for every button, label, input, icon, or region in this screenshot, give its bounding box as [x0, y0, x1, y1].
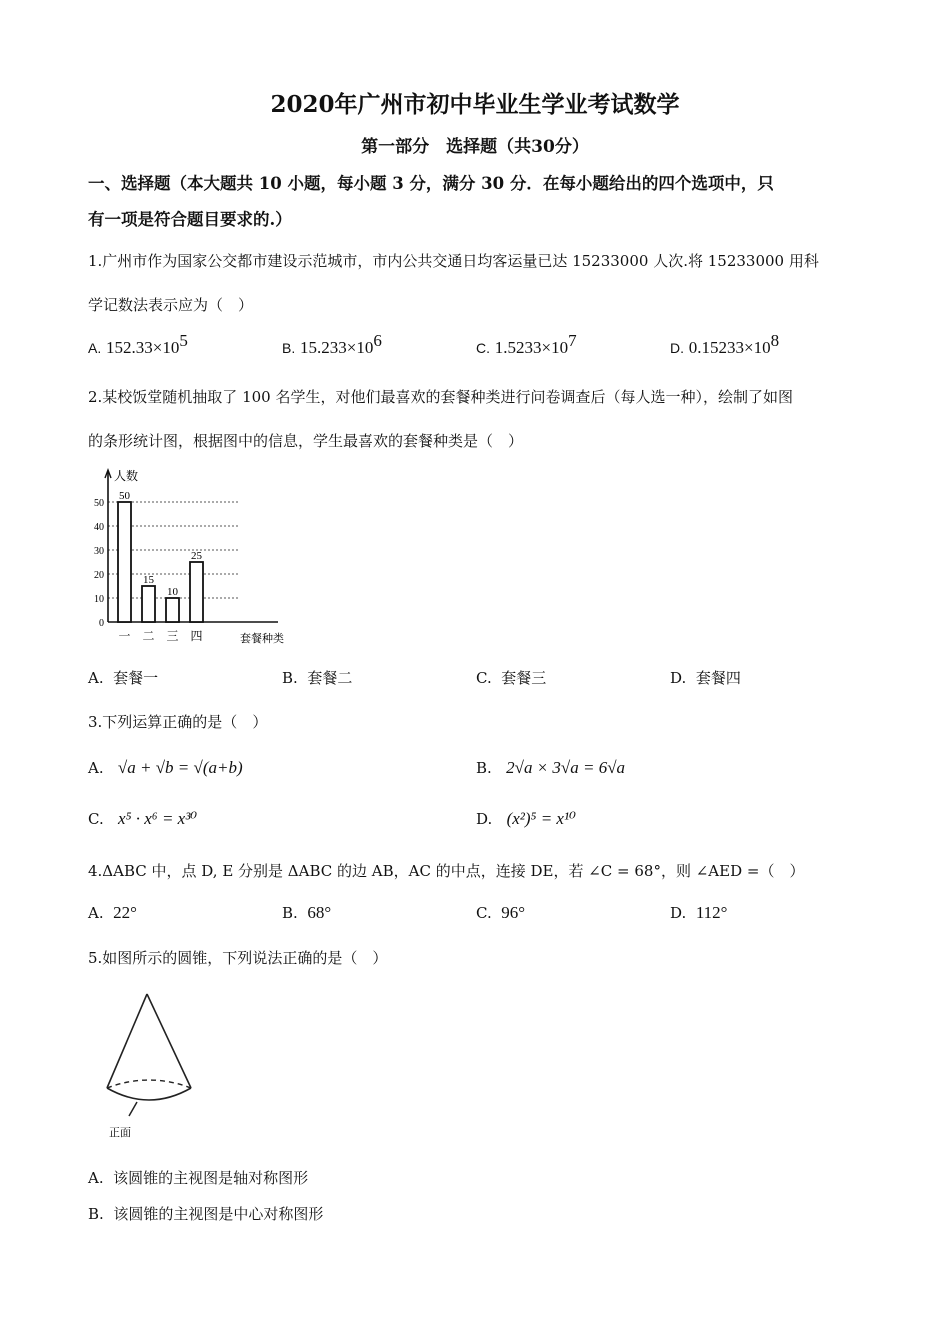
q2-option-a[interactable]: A. 套餐一	[88, 669, 159, 687]
q1-option-d[interactable]: D. $0.15233\times 10^8$	[670, 331, 780, 357]
bar-4	[190, 562, 203, 622]
q2-stem-line2: 的条形统计图，根据图中的信息，学生最喜欢的套餐种类是（ ）	[88, 432, 524, 450]
y-tick-label-10: 10	[94, 594, 104, 605]
q4-stem: 4.ΔABC 中，点 D, E 分别是 ΔABC 的边 AB，AC 的中点，连接 DE，若 ∠C = 68°，则 ∠AED =（ ）	[88, 862, 805, 880]
q2-option-d[interactable]: D. 套餐四	[670, 669, 741, 687]
part-heading: 第一部分 选择题（共30分）	[361, 137, 589, 157]
page-title: 2020年广州市初中毕业生学业考试数学	[270, 91, 680, 118]
x-category-label-4: 四	[190, 629, 203, 643]
q3-option-a[interactable]: A. √a + √b = √(a+b)	[88, 758, 243, 777]
y-tick-label-0: 0	[99, 618, 104, 629]
q1-stem-line2: 学记数法表示应为（ ）	[88, 296, 254, 314]
bar-1	[118, 502, 131, 622]
section-instructions-line1: 一、选择题（本大题共 10 小题，每小题 3 分，满分 30 分．在每小题给出的四个选项中，只	[88, 174, 774, 193]
y-tick-label-40: 40	[94, 522, 104, 533]
q3-option-c[interactable]: C. x⁵ · x⁶ = x³⁰	[88, 809, 198, 828]
q1-option-a[interactable]: A. $152.33\times 10^5$	[88, 331, 188, 357]
cone-figure	[95, 988, 235, 1148]
bar-chart	[88, 464, 288, 654]
q1-stem-line1: 1.广州市作为国家公交都市建设示范城市，市内公共交通日均客运量已达 15233000 人次.将 15233000 用科	[88, 252, 819, 270]
q4-option-d[interactable]: D. 112°	[670, 903, 728, 922]
bar-value-label-2: 15	[143, 574, 154, 586]
bar-value-label-4: 25	[191, 550, 202, 562]
q2-option-c[interactable]: C. 套餐三	[476, 669, 547, 687]
q4-option-c[interactable]: C. 96°	[476, 903, 526, 922]
q5-stem: 5.如图所示的圆锥，下列说法正确的是（ ）	[88, 949, 388, 967]
q2-stem-line1: 2.某校饭堂随机抽取了 100 名学生，对他们最喜欢的套餐种类进行问卷调查后（每人选一种），绘制了如图	[88, 388, 793, 406]
q3-stem: 3.下列运算正确的是（ ）	[88, 713, 268, 731]
q4-option-b[interactable]: B. 68°	[282, 903, 332, 922]
y-axis-label: 人数	[114, 469, 139, 483]
x-category-label-1: 一	[118, 629, 131, 643]
bar-3	[166, 598, 179, 622]
q5-option-b[interactable]: B. 该圆锥的主视图是中心对称图形	[88, 1205, 324, 1223]
x-category-label-2: 二	[142, 629, 155, 643]
bar-2	[142, 586, 155, 622]
q3-option-b[interactable]: B. 2√a × 3√a = 6√a	[476, 758, 626, 777]
q5-option-a[interactable]: A. 该圆锥的主视图是轴对称图形	[88, 1169, 309, 1187]
bar-value-label-3: 10	[167, 586, 178, 598]
bar-value-label-1: 50	[119, 490, 130, 502]
section-instructions-line2: 有一项是符合题目要求的.）	[88, 210, 292, 229]
y-tick-label-30: 30	[94, 546, 104, 557]
x-category-label-3: 三	[166, 629, 179, 643]
q2-option-b[interactable]: B. 套餐二	[282, 669, 353, 687]
y-tick-label-50: 50	[94, 498, 104, 509]
cone-front-label: 正面	[109, 1126, 131, 1139]
q1-option-b[interactable]: B. $15.233\times 10^6$	[282, 331, 382, 357]
x-axis-label: 套餐种类	[240, 632, 284, 645]
y-tick-label-20: 20	[94, 570, 104, 581]
q1-option-c[interactable]: C. $1.5233\times 10^7$	[476, 331, 577, 357]
q4-option-a[interactable]: A. 22°	[88, 903, 137, 922]
q3-option-d[interactable]: D. (x²)⁵ = x¹⁰	[476, 809, 576, 828]
